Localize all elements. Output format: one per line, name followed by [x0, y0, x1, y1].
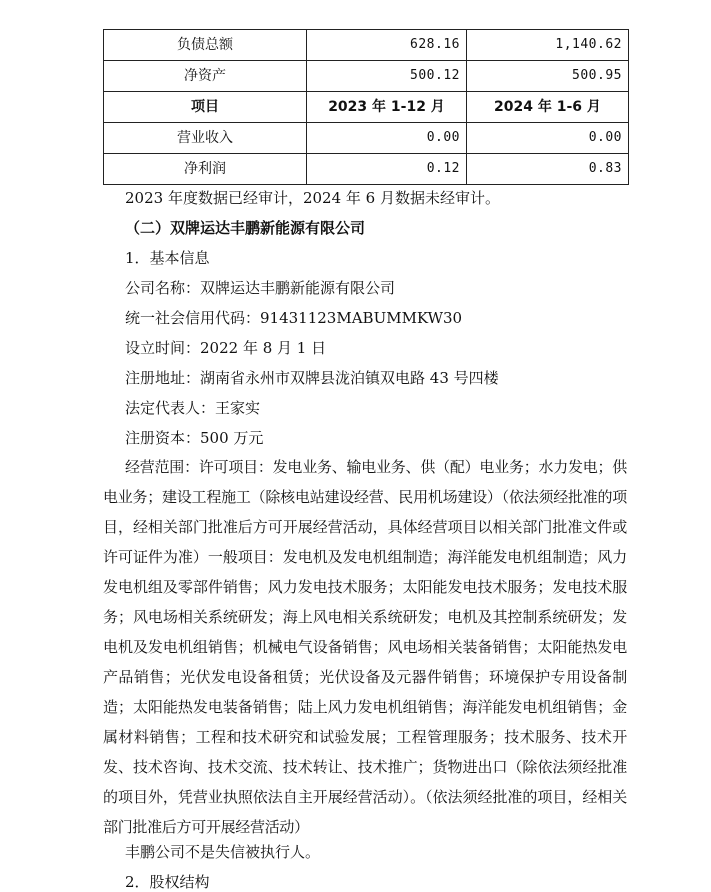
header-2023: 2023 年 1-12 月: [307, 92, 467, 123]
company-name: 公司名称：双牌运达丰鹏新能源有限公司: [125, 279, 396, 297]
value-2024: 1,140.62: [467, 30, 629, 61]
table-row: [104, 123, 629, 154]
credit-code: 统一社会信用代码：91431123MABUMMKW30: [125, 309, 463, 327]
row-label: 负债总额: [104, 30, 307, 61]
registered-address: 注册地址：湖南省永州市双牌县泷泊镇双电路 43 号四楼: [125, 369, 499, 387]
business-scope: 经营范围：许可项目：发电业务、输电业务、供（配）电业务；水力发电；供电业务；建设工程施工（除核电站建设经营、民用机场建设）（依法须经批准的项目，经相关部门批准后方可开展经营活动，具体经营项目以相关部门批准文件或许可证件为准）一般项目：发电机及发电机组制造；海洋能发电机组制造；风力发电机组及零部件销售；风力发电技术服务；太阳能发电技术服务；发电技术服务；风电场相关系统研发；海上风电相关系统研发；电机及其控制系统研发；发电机及发电机组销售；机械电气设备销售；风电场相关装备销售；太阳能热发电产品销售；光伏发电设备租赁；光伏设备及元器件销售；环境保护专用设备制造；太阳能热发电装备销售；陆上风力发电机组销售；海洋能发电机组销售；金属材料销售；工程和技术研究和试验发展；工程管理服务；技术服务、技术开发、技术咨询、技术交流、技术转让、技术推广；货物进出口（除依法须经批准的项目外，凭营业执照依法自主开展经营活动）。（依法须经批准的项目，经相关部门批准后方可开展经营活动）: [103, 458, 627, 836]
audit-note: 2023 年度数据已经审计，2024 年 6 月数据未经审计。: [125, 189, 500, 207]
subsection-equity-structure: 2．股权结构: [125, 873, 210, 891]
table-row: [104, 30, 629, 61]
row-label: 净利润: [104, 154, 307, 185]
legal-representative: 法定代表人：王家实: [125, 399, 261, 417]
header-item: 项目: [104, 92, 307, 123]
value-2023: 628.16: [307, 30, 467, 61]
value-2024: 500.95: [467, 61, 629, 92]
value-2023: 500.12: [307, 61, 467, 92]
subsection-basic-info: 1．基本信息: [125, 249, 210, 267]
registered-capital: 注册资本：500 万元: [125, 429, 264, 447]
value-2023: 0.00: [307, 123, 467, 154]
value-2023: 0.12: [307, 154, 467, 185]
value-2024: 0.83: [467, 154, 629, 185]
table-row: [104, 61, 629, 92]
header-2024: 2024 年 1-6 月: [467, 92, 629, 123]
row-label: 营业收入: [104, 123, 307, 154]
row-label: 净资产: [104, 61, 307, 92]
financial-table: [103, 29, 629, 185]
section-heading: （二）双牌运达丰鹏新能源有限公司: [125, 219, 366, 237]
established-date: 设立时间：2022 年 8 月 1 日: [125, 339, 327, 357]
value-2024: 0.00: [467, 123, 629, 154]
not-dishonest-statement: 丰鹏公司不是失信被执行人。: [125, 843, 321, 861]
table-row: [104, 154, 629, 185]
table-header-row: [104, 92, 629, 123]
